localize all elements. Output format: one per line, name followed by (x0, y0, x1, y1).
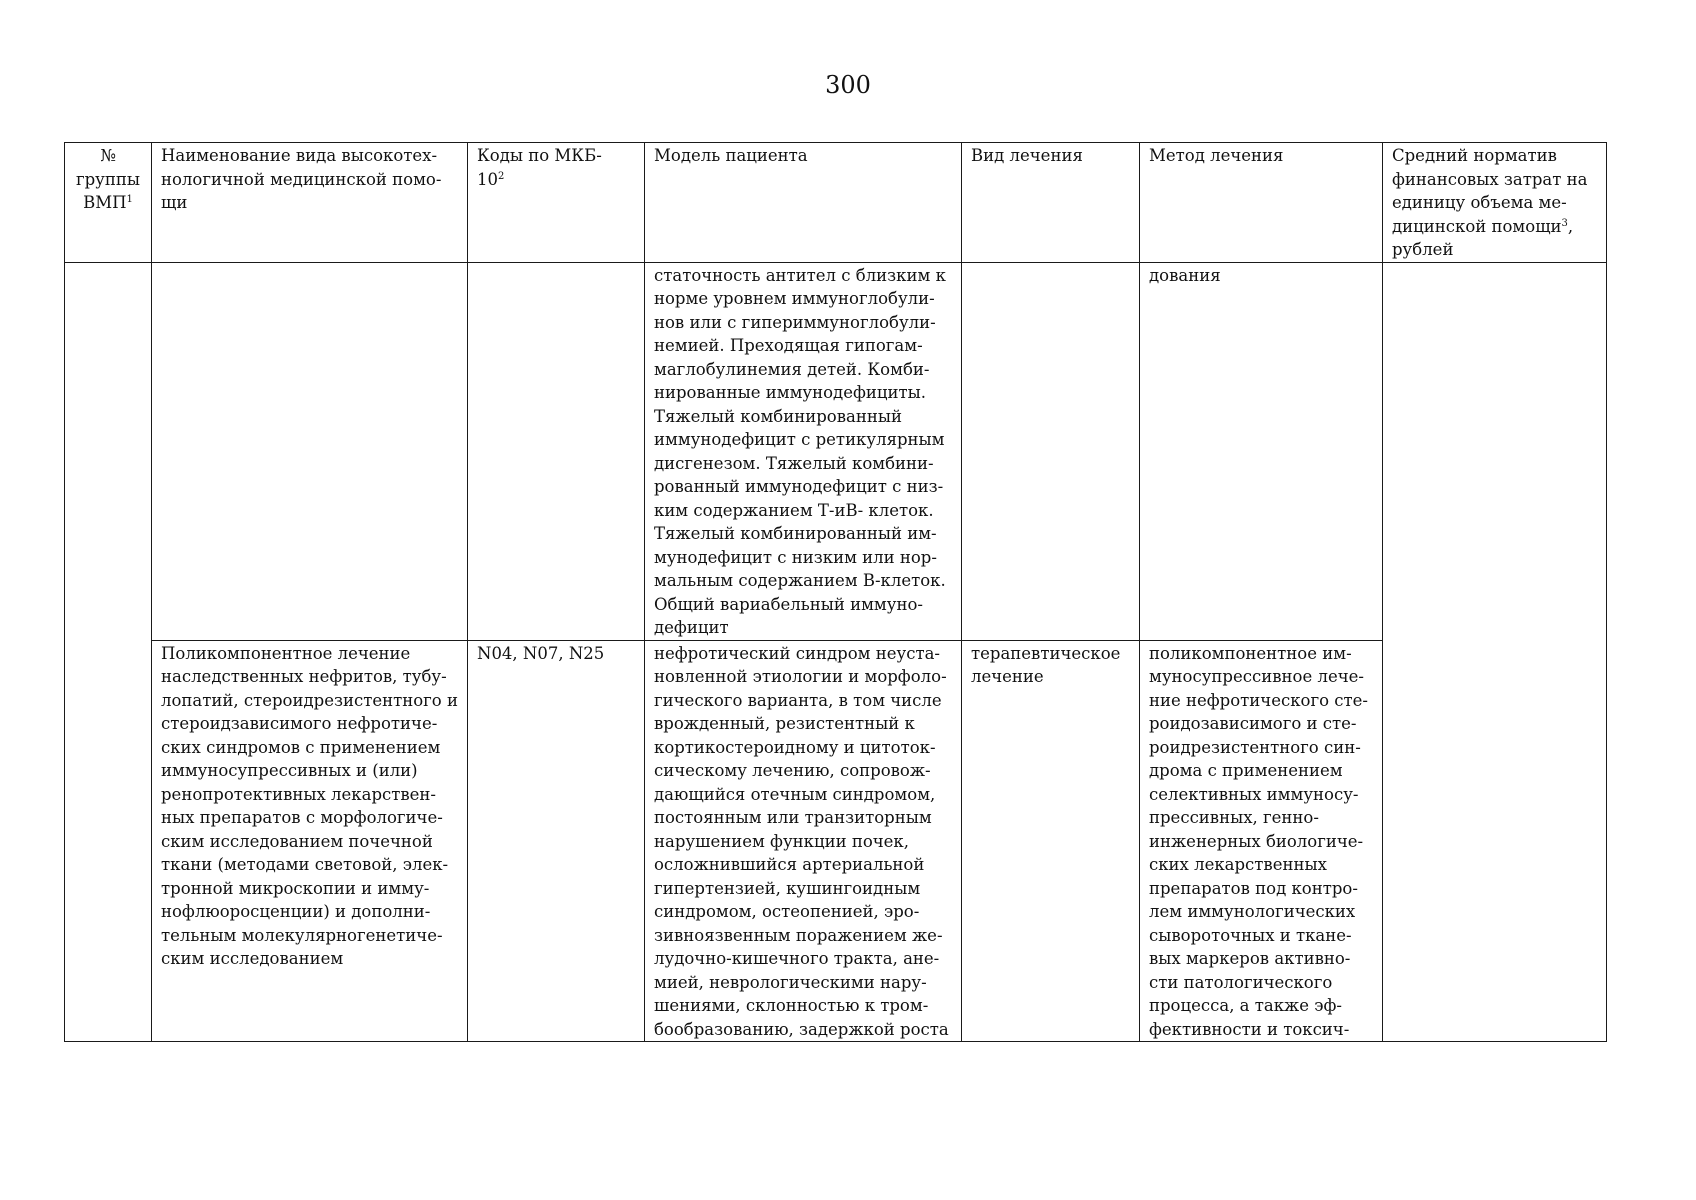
table-row (65, 640, 1607, 1042)
cell-name: Поликомпонентное лечение наследственных нефритов, тубу- лопатий, стероидрезистентного и стероидзависимого нефротиче- ских синдромов с применением иммуносупрессивных и (или) ренопротективных лекарствен- ных препаратов с морфологиче- ским исследованием почечной ткани (методами световой, элек- тронной микроскопии и имму- нофлюоросценции) и дополни- тельным молекулярногенетиче- ским исследованием (152, 640, 468, 1042)
vmp-table (64, 142, 1607, 1042)
header-treatment-type: Вид лечения (962, 143, 1140, 263)
cell-group-no (65, 262, 152, 1042)
cell-patient-model: статочность антител с близким к норме уровнем иммуноглобули- нов или с гипериммуноглобули- немией. Преходящая гипогам- маглобулинемия детей. Комби- нированные иммунодефициты. Тяжелый комбинированный иммунодефицит с ретикулярным дисгенезом. Тяжелый комбини- рованный иммунодефицит с низ- ким содержанием Т-иВ- клеток. Тяжелый комбинированный им- мунодефицит с низким или нор- мальным содержанием В-клеток. Общий вариабельный иммуно- дефицит (645, 262, 962, 640)
header-patient-model: Модель пациента (645, 143, 962, 263)
cell-icd-codes (468, 262, 645, 640)
cell-icd-codes: N04, N07, N25 (468, 640, 645, 1042)
cell-treatment-method: поликомпонентное им- муносупрессивное лече- ние нефротического сте- роидозависимого и сте- роидрезистентного син- дрома с применением селективных иммуносу- прессивных, генно- инженерных биологиче- ских лекарственных препаратов под контро- лем иммунологических сывороточных и ткане- вых маркеров активно- сти патологического процесса, а также эф- фективности и токсич- (1140, 640, 1383, 1042)
header-icd-codes: Коды по МКБ- $10^2$ (468, 143, 645, 263)
header-group-no: № группы ВМП$^1$ (65, 143, 152, 263)
cell-avg-cost (1383, 262, 1607, 1042)
cell-treatment-method: дования (1140, 262, 1383, 640)
cell-patient-model: нефротический синдром неуста- новленной этиологии и морфоло- гического варианта, в том числе врожденный, резистентный к кортикостероидному и цитоток- сическому лечению, сопровож- дающийся отечным синдромом, постоянным или транзиторным нарушением функции почек, осложнившийся артериальной гипертензией, кушингоидным синдромом, остеопенией, эро- зивноязвенным поражением же- лудочно-кишечного тракта, ане- мией, неврологическими нару- шениями, склонностью к тром- бообразованию, задержкой роста (645, 640, 962, 1042)
header-avg-cost: Средний норматив финансовых затрат на единицу объема ме- дицинской помощи$^3$, рублей (1383, 143, 1607, 263)
table-header-row (65, 143, 1607, 263)
cell-treatment-type (962, 262, 1140, 640)
table-row (65, 262, 1607, 640)
cell-name (152, 262, 468, 640)
page-number: 300 (825, 71, 871, 99)
cell-treatment-type: терапевтическое лечение (962, 640, 1140, 1042)
header-name: Наименование вида высокотех- нологичной медицинской помо- щи (152, 143, 468, 263)
header-treatment-method: Метод лечения (1140, 143, 1383, 263)
